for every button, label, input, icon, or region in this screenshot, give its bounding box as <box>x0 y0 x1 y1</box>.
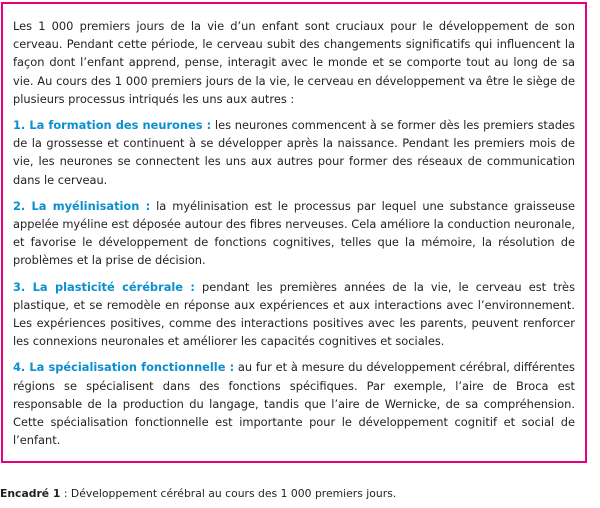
section-text: la myélinisation est le processus par lequel une substance graisseuse appelée myéline est déposée autour des fibres nerveuses. Cela améliore la conduction neuronale, et favorise le développement de fonctions cognitives, telles que la mémoire, la résolution de problèmes et la prise de décision. <box>13 198 576 268</box>
section-term: 1. La formation des neurones : <box>13 118 212 133</box>
info-box <box>1 2 587 463</box>
section-text: au fur et à mesure du développement cérébral, différentes régions se spécialisent dans des fonctions spécifiques. Par exemple, l’aire de Broca est responsable de la production du langage, tandis que l’aire de Wernicke, de sa compréhension. Cette spécialisation fonctionnelle est importante pour le développement cognitif et social de l’enfant. <box>13 360 575 448</box>
section-text: les neurones commencent à se former dès les premiers stades de la grossesse et continuent à se développer après la naissance. Pendant les premiers mois de vie, les neurones se connectent les uns aux autres pour former des réseaux de communication dans le cerveau. <box>13 118 575 187</box>
caption-label: Encadré 1 <box>0 487 61 500</box>
section-specialization <box>13 358 575 449</box>
section-term: 4. La spécialisation fonctionnelle : <box>13 360 235 375</box>
section-neuron-formation <box>13 116 575 189</box>
section-plasticity <box>13 278 575 351</box>
section-myelination <box>13 197 575 270</box>
figure-caption <box>0 487 396 501</box>
caption-text: : Développement cérébral au cours des 1 000 premiers jours. <box>60 487 397 500</box>
section-term: 2. La myélinisation : <box>13 198 151 213</box>
section-text: pendant les premières années de la vie, le cerveau est très plastique, et se remodèle en réponse aux expériences et aux interactions avec l’environnement. Les expériences positives, comme des interactions positives avec les parents, peuvent renforcer les connexions neuronales et améliorer les capacités cognitives et sociales. <box>13 279 575 349</box>
intro-paragraph: Les 1 000 premiers jours de la vie d’un enfant sont cruciaux pour le développement de son cerveau. Pendant cette période, le cerveau subit des changements significatifs qui influencent la façon dont l’enfant apprend, pense, interagit avec le monde et se comporte tout au long de sa vie. Au cours des 1 000 premiers jours de la vie, le cerveau en développement va être le siège de plusieurs processus intriqués les uns aux autres : <box>13 19 575 106</box>
section-term: 3. La plasticité cérébrale : <box>13 279 195 294</box>
